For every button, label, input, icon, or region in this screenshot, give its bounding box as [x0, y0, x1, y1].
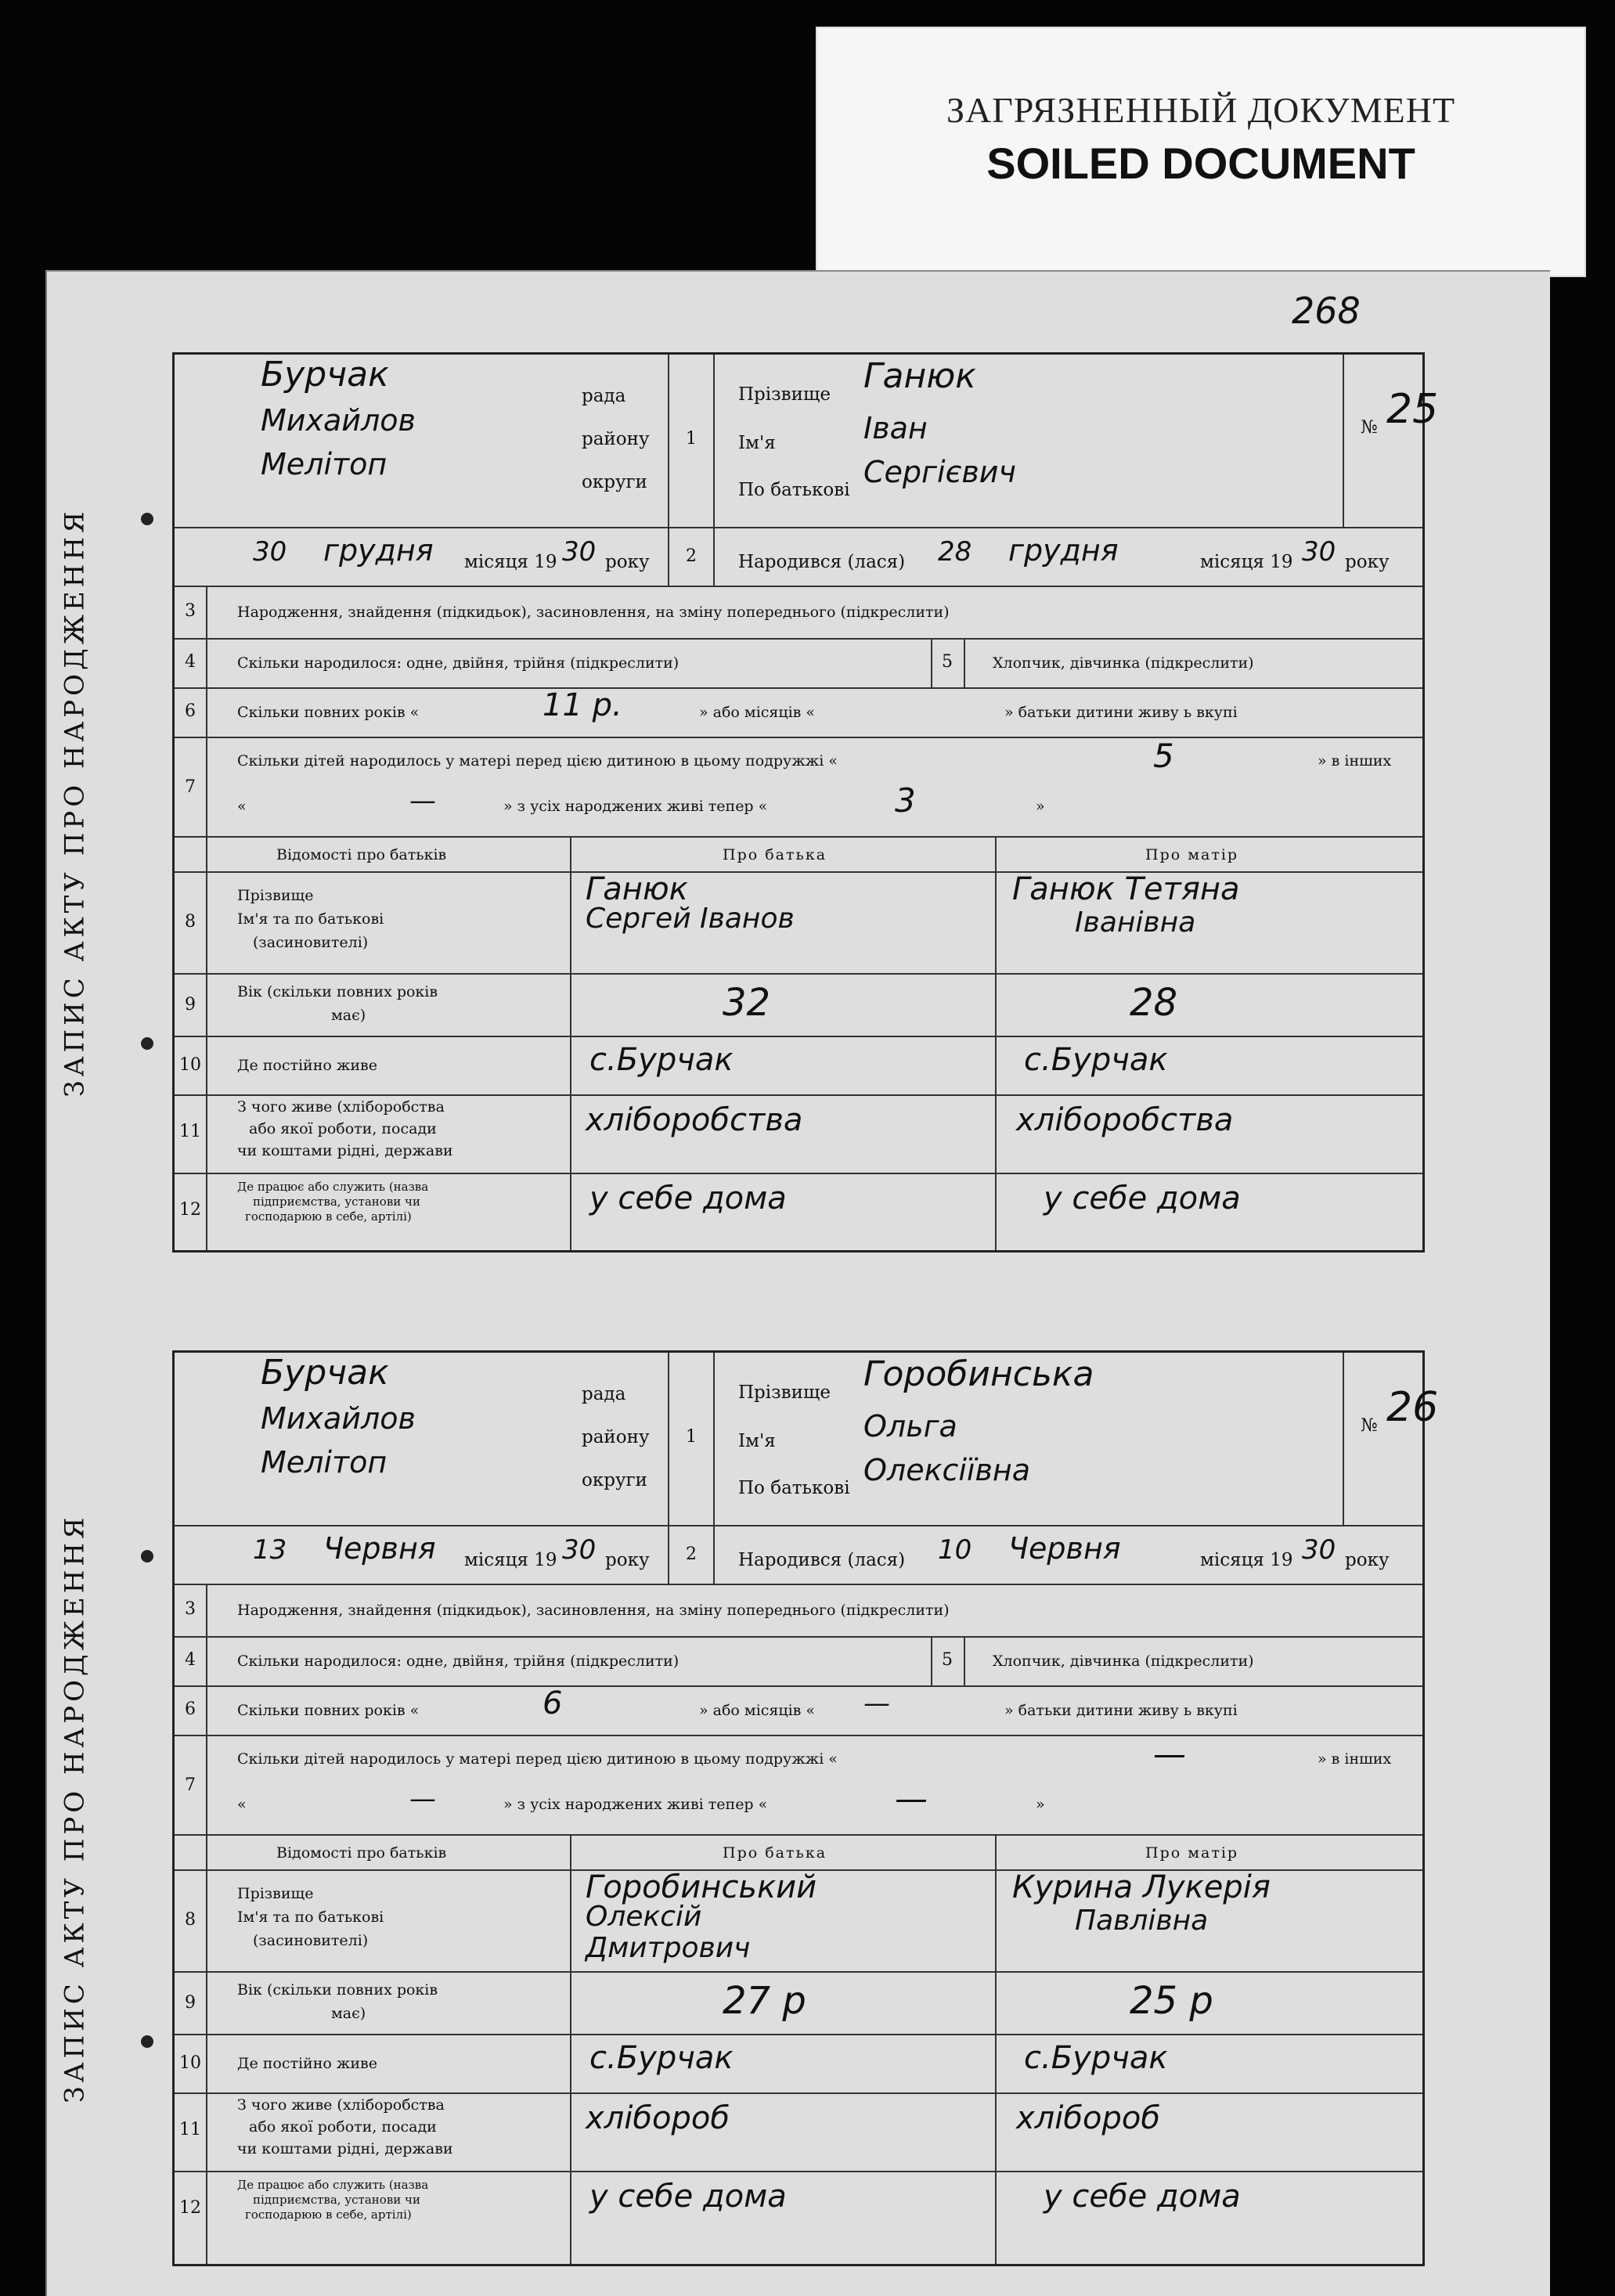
row3-event-type: Народження, знайдення (підкидьок), засиновлення, на зміну попереднього (підкреслити)	[237, 604, 950, 621]
mother-surname: Курина Лукерія	[1012, 1869, 1271, 1905]
surname-value: Горобинська	[863, 1354, 1094, 1394]
r12-label-3: господарюю в себе, артілі)	[245, 2208, 412, 2222]
father-age: 32	[723, 981, 771, 1025]
binding-hole	[141, 2035, 153, 2048]
birth-year-label: року	[1345, 552, 1390, 572]
father-workplace: у себе дома	[589, 1180, 787, 1216]
row4-count: Скільки народилося: одне, двійня, трійня (підкреслити)	[237, 1653, 680, 1670]
birth-day: 28	[938, 536, 972, 568]
birth-day: 10	[938, 1534, 972, 1566]
binding-hole	[141, 1037, 153, 1050]
children-alive: 3	[895, 781, 916, 820]
father-age: 27 р	[723, 1979, 806, 2023]
born-label: Народився (лася)	[738, 552, 906, 572]
registration-year: 30	[562, 536, 597, 568]
years-together: 6	[543, 1685, 563, 1721]
father-surname: Горобинський	[586, 1869, 817, 1905]
row7-label-c: «	[237, 1796, 247, 1813]
rayon-label: району	[582, 429, 650, 449]
r12-label-1: Де працює або служить (назва	[237, 2178, 429, 2192]
rayon-value: Михайлов	[261, 403, 416, 438]
record-number: 25	[1386, 386, 1439, 433]
row5-sex: Хлопчик, дівчинка (підкреслити)	[993, 654, 1254, 672]
registration-day: 13	[253, 1534, 287, 1566]
born-label: Народився (лася)	[738, 1550, 906, 1570]
name-label: Ім'я	[738, 433, 776, 453]
col-info-header: Відомості про батьків	[276, 846, 447, 863]
row5-sex: Хлопчик, дівчинка (підкреслити)	[993, 1653, 1254, 1670]
mother-residence: с.Бурчак	[1024, 1042, 1168, 1078]
patronymic-label: По батькові	[738, 480, 850, 500]
registration-year-label: року	[605, 1550, 650, 1570]
binding-hole	[141, 513, 153, 525]
r11-label-1: З чого живе (хліборобства	[237, 1098, 445, 1116]
mother-age: 28	[1130, 981, 1178, 1025]
row4-count: Скільки народилося: одне, двійня, трійня (підкреслити)	[237, 654, 680, 672]
birth-month-label: місяця 19	[1200, 1550, 1293, 1570]
registration-day: 30	[253, 536, 287, 568]
birth-month: грудня	[1008, 533, 1119, 568]
okruh-value: Мелітоп	[261, 1445, 388, 1480]
soiled-document-stamp	[816, 27, 1586, 277]
mother-surname: Ганюк Тетяна	[1012, 871, 1240, 907]
birth-record-25: ЗАПИС АКТУ ПРО НАРОДЖЕННЯ Бурчак рада Михайлов району Мелітоп округи 1 Прізвище Ганюк Ім'я Іван По батькові Сергієвич № 25 30 грудня місяця 19 30 року 2 Народився (лася) 28 грудня місяця 19 30 року 3 Народження, знайдення (підкидьок), засиновлення, на зміну попереднього (підкреслити) 4 Скільки народилося: одне, двійня, трійня (підкреслити) 5 Хлопчик, дівчинка (підкреслити) 6 Скільки повних років « 11 р. » або місяців « » батьки дитини живу ь вкупі 7 Скільки дітей народилось у матері перед цією дитиною в цьому подружжі « 5 » в інших « — » з усіх народжених живі тепер « 3 » Відомості про батьків Про батька Про матір 8 Прізвище Ім'я та по батькові (засиновителі) Ганюк Сергей Іванов Ганюк Тетяна Іванівна 9 Вік (скільки повних років має) 32 28 10 Де постійно живе с.Бурчак с.Бурчак 11 З чого живе (хліборобства або якої роботи, посади чи коштами рідні, держави хліборобства хліборобства 12 Де працює або служить (назва підприємства, установи чи господарюю в себе, артілі) у себе дома у себе дома	[172, 352, 1425, 1253]
children-other: —	[409, 1783, 436, 1815]
row6-label-a: Скільки повних років «	[237, 704, 420, 721]
r12-label-2: підприємства, установи чи	[253, 2193, 420, 2207]
col-mother-header: Про матір	[1145, 846, 1239, 863]
row7-label-d: » з усіх народжених живі тепер «	[503, 1796, 768, 1813]
r11-label-3: чи коштами рідні, держави	[237, 1142, 453, 1159]
stamp-ru-text: ЗАГРЯЗНЕННЫЙ ДОКУМЕНТ	[946, 90, 1456, 130]
mother-residence: с.Бурчак	[1024, 2040, 1168, 2076]
rada-label: рада	[582, 386, 626, 406]
r11-label-2: або якої роботи, посади	[249, 2118, 437, 2136]
children-other: —	[409, 785, 436, 816]
col-father-header: Про батька	[723, 846, 827, 863]
registration-month: грудня	[323, 533, 434, 568]
row7-label-e: »	[1036, 798, 1045, 815]
r8-label-2: Ім'я та по батькові	[237, 910, 384, 928]
name-value: Ольга	[863, 1409, 957, 1444]
col-mother-header: Про матір	[1145, 1844, 1239, 1862]
page-number: 268	[1292, 290, 1361, 332]
r11-label-3: чи коштами рідні, держави	[237, 2140, 453, 2157]
row7-label-b: » в інших	[1318, 752, 1392, 770]
r8-label-2: Ім'я та по батькові	[237, 1909, 384, 1926]
okruh-value: Мелітоп	[261, 447, 388, 481]
row7-label-e: »	[1036, 1796, 1045, 1813]
row7-label-b: » в інших	[1318, 1750, 1392, 1768]
surname-label: Прізвище	[738, 384, 831, 405]
record-side-title: ЗАПИС АКТУ ПРО НАРОДЖЕННЯ	[59, 507, 90, 1098]
r12-label-3: господарюю в себе, артілі)	[245, 1209, 412, 1224]
father-patronymic: Дмитрович	[586, 1932, 751, 1964]
registration-year: 30	[562, 1534, 597, 1566]
mother-income: хлібороб	[1016, 2100, 1161, 2136]
col-info-header: Відомості про батьків	[276, 1844, 447, 1862]
r10-label: Де постійно живе	[237, 1057, 377, 1074]
rada-label: рада	[582, 1384, 626, 1404]
patronymic-value: Олексіївна	[863, 1453, 1031, 1487]
row6-label-b: » або місяців «	[699, 1702, 816, 1719]
row3-event-type: Народження, знайдення (підкидьок), засиновлення, на зміну попереднього (підкреслити)	[237, 1602, 950, 1619]
row6-label-c: » батьки дитини живу ь вкупі	[1004, 1702, 1238, 1719]
row6-label-c: » батьки дитини живу ь вкупі	[1004, 704, 1238, 721]
name-label: Ім'я	[738, 1431, 776, 1451]
r11-label-1: З чого живе (хліборобства	[237, 2096, 445, 2114]
registration-month-label: місяця 19	[464, 552, 557, 572]
row7-label-a: Скільки дітей народилось у матері перед цією дитиною в цьому подружжі «	[237, 752, 838, 770]
rada-value: Бурчак	[261, 355, 389, 395]
r9-label-2: має)	[331, 2005, 366, 2022]
birth-year: 30	[1302, 536, 1336, 568]
row6-label-a: Скільки повних років «	[237, 1702, 420, 1719]
col-father-header: Про батька	[723, 1844, 827, 1862]
r8-label-3: (засиновителі)	[253, 1932, 369, 1949]
rayon-label: району	[582, 1427, 650, 1447]
birth-year: 30	[1302, 1534, 1336, 1566]
years-together: 11 р.	[543, 687, 622, 723]
registration-month: Червня	[323, 1531, 436, 1566]
mother-workplace: у себе дома	[1044, 1180, 1241, 1216]
rayon-value: Михайлов	[261, 1401, 416, 1436]
r12-label-1: Де працює або служить (назва	[237, 1180, 429, 1194]
mother-income: хліборобства	[1016, 1102, 1234, 1138]
number-label: №	[1361, 417, 1378, 438]
r8-label-3: (засиновителі)	[253, 934, 369, 951]
record-number: 26	[1386, 1384, 1439, 1431]
father-workplace: у себе дома	[589, 2179, 787, 2215]
surname-value: Ганюк	[863, 356, 976, 396]
name-value: Іван	[863, 411, 928, 445]
children-alive: —	[895, 1779, 928, 1818]
row7-label-d: » з усіх народжених живі тепер «	[503, 798, 768, 815]
row7-label-c: «	[237, 798, 247, 815]
father-residence: с.Бурчак	[589, 1042, 734, 1078]
months-together: —	[863, 1688, 890, 1719]
record-side-title: ЗАПИС АКТУ ПРО НАРОДЖЕННЯ	[59, 1513, 90, 2103]
father-surname: Ганюк	[586, 871, 688, 907]
binding-hole	[141, 1550, 153, 1563]
rada-value: Бурчак	[261, 1353, 389, 1393]
patronymic-value: Сергієвич	[863, 455, 1016, 489]
r12-label-2: підприємства, установи чи	[253, 1195, 420, 1209]
mother-workplace: у себе дома	[1044, 2179, 1241, 2215]
mother-given-name: Іванівна	[1075, 907, 1196, 939]
r9-label-1: Вік (скільки повних років	[237, 983, 438, 1000]
children-before: 5	[1153, 737, 1174, 775]
r9-label-2: має)	[331, 1007, 366, 1024]
birth-record-26: ЗАПИС АКТУ ПРО НАРОДЖЕННЯ Бурчак рада Михайлов району Мелітоп округи 1 Прізвище Горобинська Ім'я Ольга По батькові Олексіївна № 26 13 Червня місяця 19 30 року 2 Народився (лася) 10 Червня місяця 19 30 року 3 Народження, знайдення (підкидьок), засиновлення, на зміну попереднього (підкреслити) 4 Скільки народилося: одне, двійня, трійня (підкреслити) 5 Хлопчик, дівчинка (підкреслити) 6 Скільки повних років « 6 » або місяців « — » батьки дитини живу ь вкупі 7 Скільки дітей народилось у матері перед цією дитиною в цьому подружжі « — » в інших « — » з усіх народжених живі тепер « — » Відомості про батьків Про батька Про матір 8 Прізвище Ім'я та по батькові (засиновителі) Горобинський Олексій Дмитрович Курина Лукерія Павлівна 9 Вік (скільки повних років має) 27 р 25 р 10 Де постійно живе с.Бурчак с.Бурчак 11 З чого живе (хліборобства або якої роботи, посади чи коштами рідні, держави хлібороб хлібороб 12 Де працює або служить (назва підприємства, установи чи господарюю в себе, артілі) у себе дома у себе дома	[172, 1350, 1425, 2266]
okruh-label: округи	[582, 1470, 647, 1490]
registration-year-label: року	[605, 552, 650, 572]
registration-month-label: місяця 19	[464, 1550, 557, 1570]
mother-given-name: Павлівна	[1075, 1905, 1209, 1937]
father-given-name: Олексій	[586, 1901, 702, 1933]
father-given-name: Сергей Іванов	[586, 903, 795, 935]
children-before: —	[1153, 1735, 1186, 1773]
r9-label-1: Вік (скільки повних років	[237, 1981, 438, 1999]
r8-label-1: Прізвище	[237, 887, 314, 904]
stamp-en-text: SOILED DOCUMENT	[986, 139, 1415, 188]
birth-month-label: місяця 19	[1200, 552, 1293, 572]
birth-year-label: року	[1345, 1550, 1390, 1570]
row7-label-a: Скільки дітей народилось у матері перед цією дитиною в цьому подружжі «	[237, 1750, 838, 1768]
father-income: хлібороб	[586, 2100, 730, 2136]
row6-label-b: » або місяців «	[699, 704, 816, 721]
birth-month: Червня	[1008, 1531, 1121, 1566]
mother-age: 25 р	[1130, 1979, 1213, 2023]
okruh-label: округи	[582, 472, 647, 492]
surname-label: Прізвище	[738, 1382, 831, 1403]
father-income: хліборобства	[586, 1102, 803, 1138]
r11-label-2: або якої роботи, посади	[249, 1120, 437, 1137]
patronymic-label: По батькові	[738, 1478, 850, 1498]
r8-label-1: Прізвище	[237, 1885, 314, 1902]
number-label: №	[1361, 1415, 1378, 1436]
r10-label: Де постійно живе	[237, 2055, 377, 2072]
father-residence: с.Бурчак	[589, 2040, 734, 2076]
